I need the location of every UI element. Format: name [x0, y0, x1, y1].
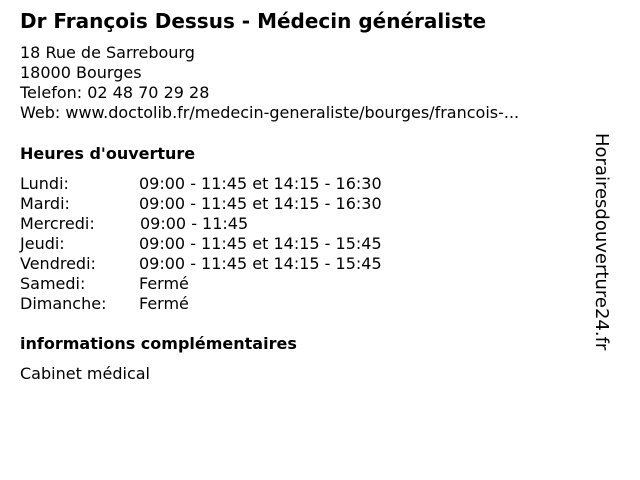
- city-address: 18000 Bourges: [20, 63, 142, 82]
- watermark-text: Horairesdouverture24.fr: [591, 133, 612, 351]
- additional-info-text: Cabinet médical: [20, 364, 150, 383]
- day-label: Mercredi:: [20, 214, 95, 233]
- day-label: Jeudi:: [20, 234, 65, 253]
- phone-number: Telefon: 02 48 70 29 28: [20, 83, 210, 102]
- time-value: Fermé: [139, 274, 189, 293]
- time-value: 09:00 - 11:45 et 14:15 - 15:45: [139, 234, 382, 253]
- website-link[interactable]: Web: www.doctolib.fr/medecin-generaliste/bourges/francois-...: [20, 103, 520, 122]
- day-label: Vendredi:: [20, 254, 96, 273]
- day-label: Mardi:: [20, 194, 70, 213]
- street-address: 18 Rue de Sarrebourg: [20, 43, 195, 62]
- page-title: Dr François Dessus - Médecin généraliste: [20, 9, 487, 33]
- opening-hours-heading: Heures d'ouverture: [20, 144, 196, 163]
- day-label: Dimanche:: [20, 294, 107, 313]
- additional-info-heading: informations complémentaires: [20, 334, 297, 353]
- time-value: 09:00 - 11:45: [140, 214, 249, 233]
- time-value: 09:00 - 11:45 et 14:15 - 16:30: [139, 194, 382, 213]
- day-label: Lundi:: [20, 174, 69, 193]
- time-value: 09:00 - 11:45 et 14:15 - 16:30: [139, 174, 382, 193]
- time-value: 09:00 - 11:45 et 14:15 - 15:45: [139, 254, 382, 273]
- address-block: [20, 43, 519, 123]
- time-value: Fermé: [139, 294, 189, 313]
- day-label: Samedi:: [20, 274, 86, 293]
